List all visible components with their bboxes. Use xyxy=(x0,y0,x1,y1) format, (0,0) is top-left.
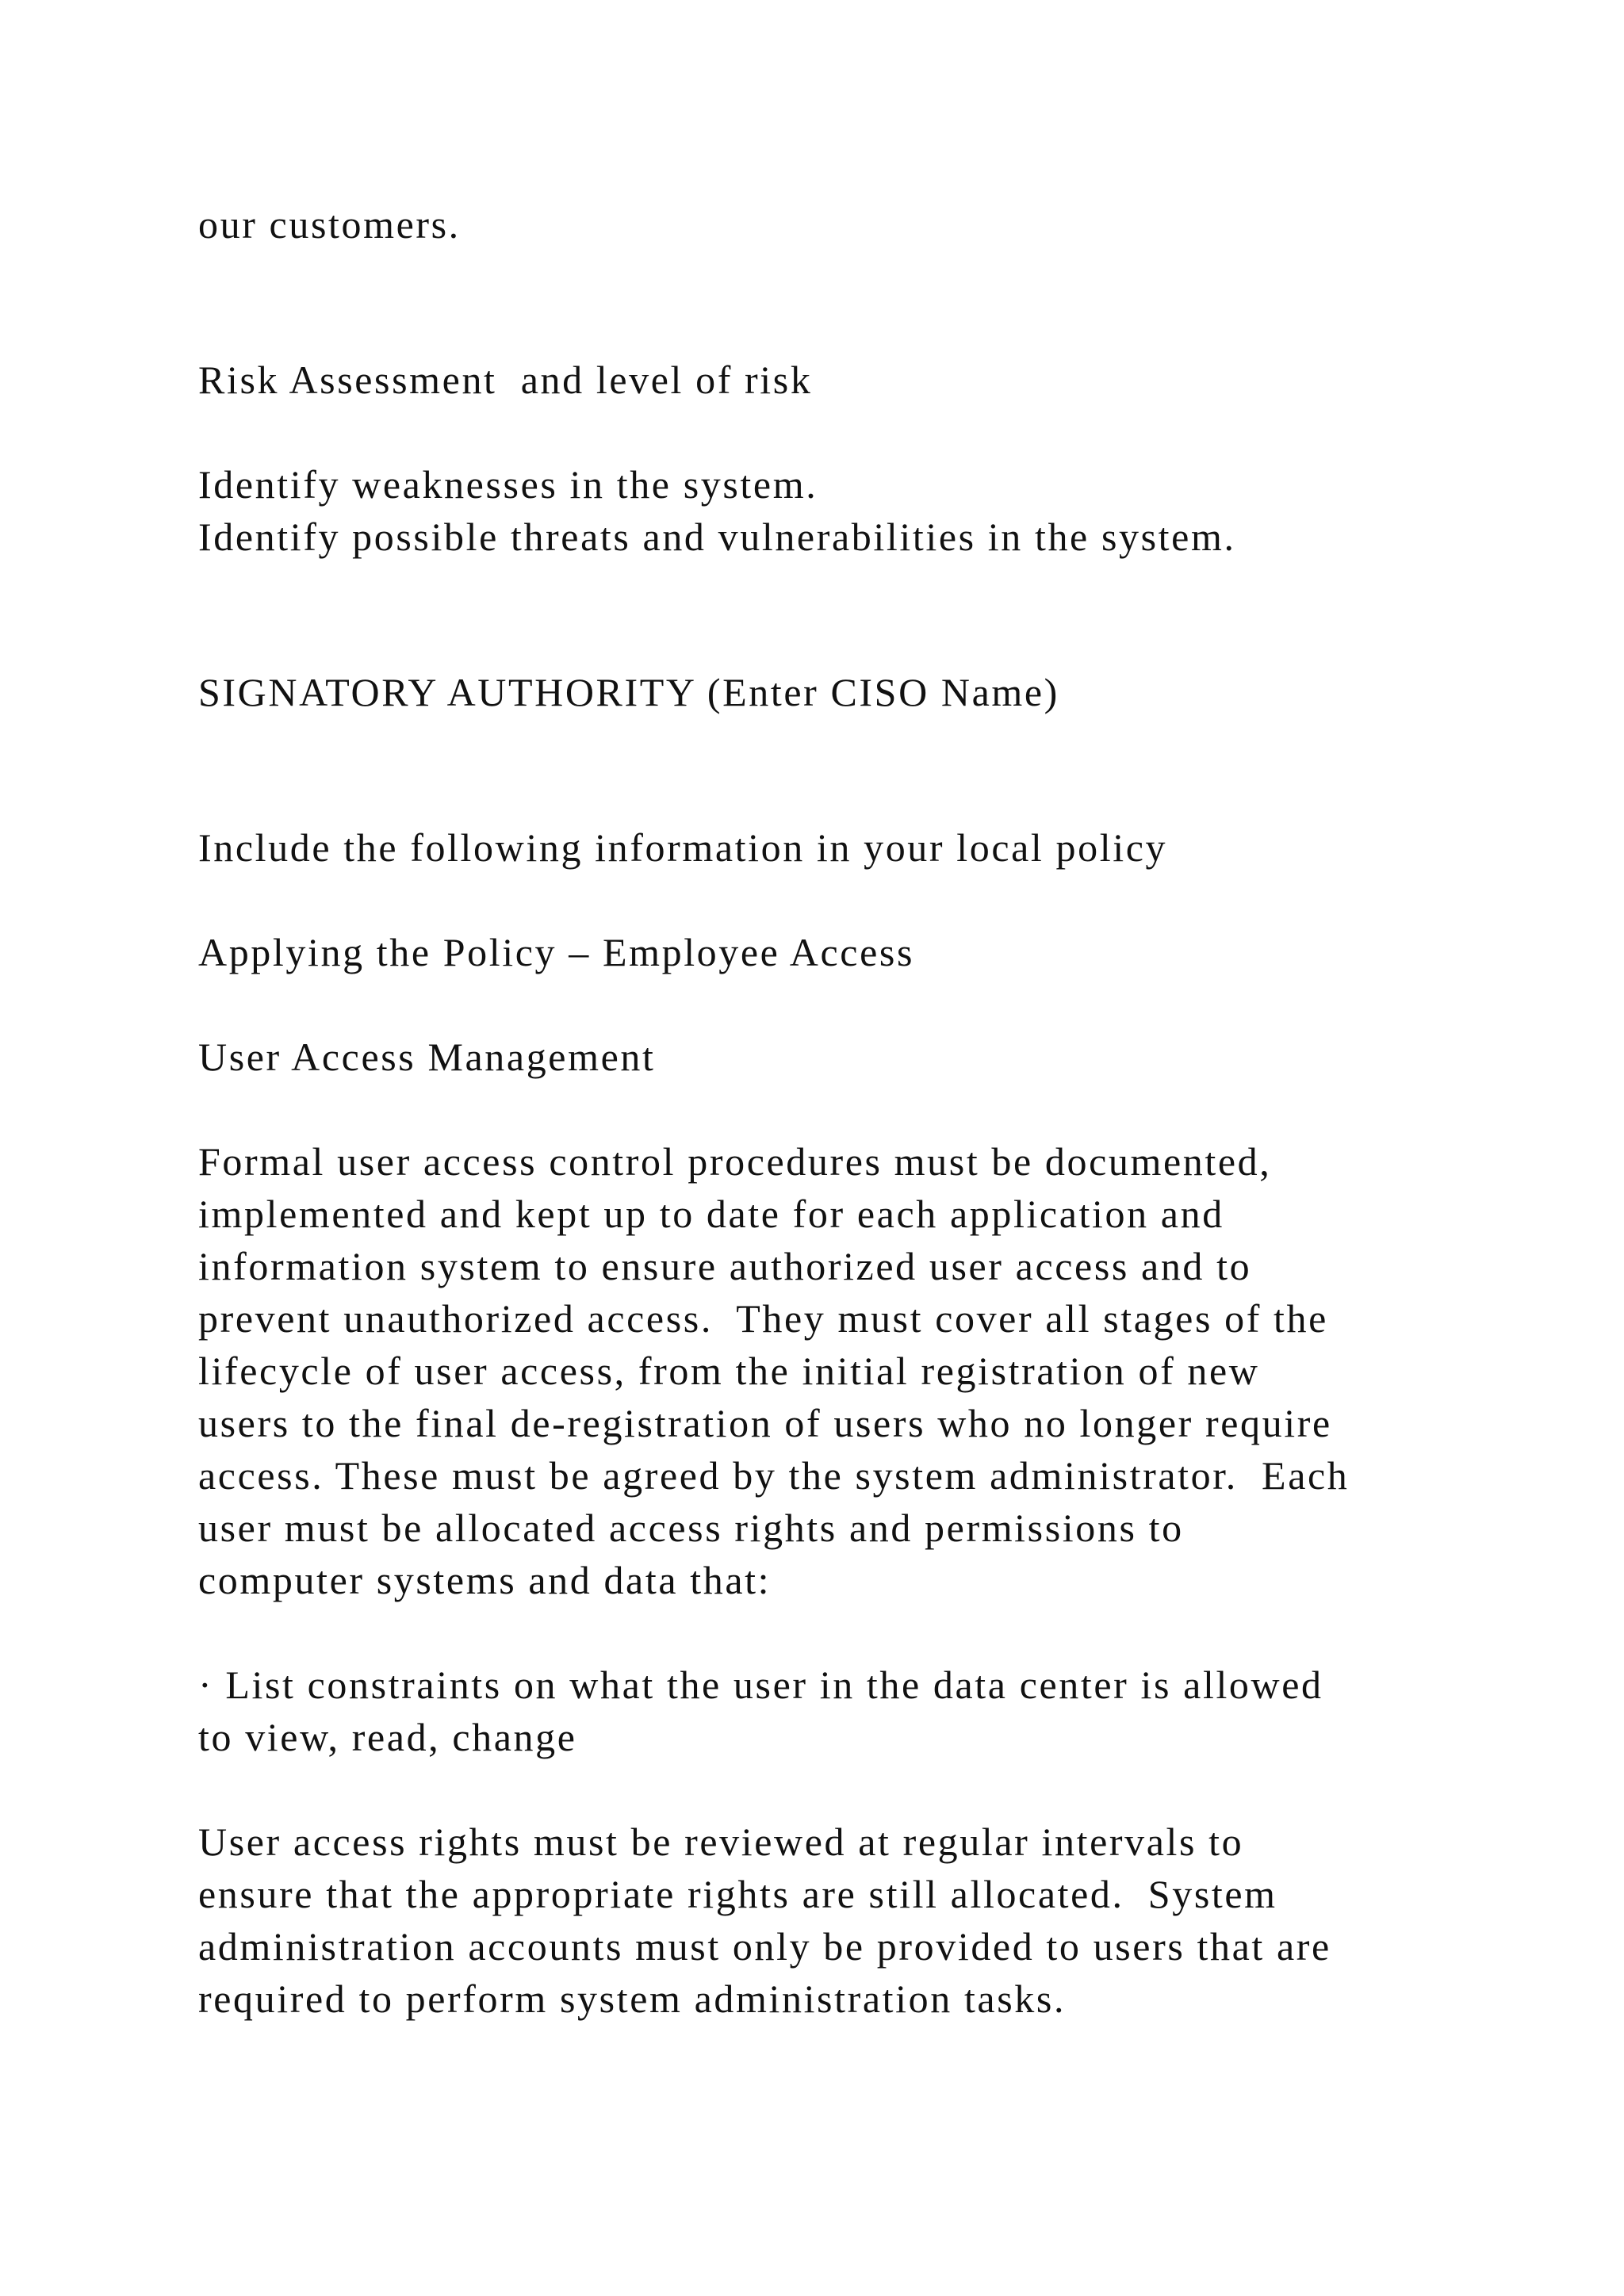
text-line: Formal user access control procedures must be documented, xyxy=(198,1139,1272,1184)
text-line: Include the following information in your local policy xyxy=(198,825,1168,870)
section-heading: Applying the Policy – Employee Access xyxy=(198,930,915,974)
text-line: User access rights must be reviewed at regular intervals to xyxy=(198,1820,1244,1864)
text-line: computer systems and data that: xyxy=(198,1558,772,1602)
text-line: implemented and kept up to date for each application and xyxy=(198,1192,1224,1236)
text-line: access. These must be agreed by the system administrator. Each xyxy=(198,1453,1350,1498)
text-line: prevent unauthorized access. They must cover all stages of the xyxy=(198,1296,1328,1341)
text-line: to view, read, change xyxy=(198,1715,577,1759)
text-line: users to the final de-registration of users who no longer require xyxy=(198,1401,1332,1445)
text-line: our customers. xyxy=(198,202,461,247)
text-line: administration accounts must only be provided to users that are xyxy=(198,1924,1331,1969)
text-line: Identify weaknesses in the system. xyxy=(198,462,818,507)
section-heading: User Access Management xyxy=(198,1035,656,1079)
text-line: lifecycle of user access, from the initial registration of new xyxy=(198,1349,1260,1393)
text-line: Identify possible threats and vulnerabilities in the system. xyxy=(198,515,1236,559)
text-line: ensure that the appropriate rights are still allocated. System xyxy=(198,1872,1277,1916)
bullet-line: · List constraints on what the user in the data center is allowed xyxy=(198,1663,1323,1707)
text-line: required to perform system administration tasks. xyxy=(198,1976,1067,2021)
text-line: information system to ensure authorized user access and to xyxy=(198,1244,1252,1288)
section-heading: SIGNATORY AUTHORITY (Enter CISO Name) xyxy=(198,670,1059,714)
text-line: user must be allocated access rights and permissions to xyxy=(198,1506,1184,1550)
section-heading: Risk Assessment and level of risk xyxy=(198,358,813,402)
